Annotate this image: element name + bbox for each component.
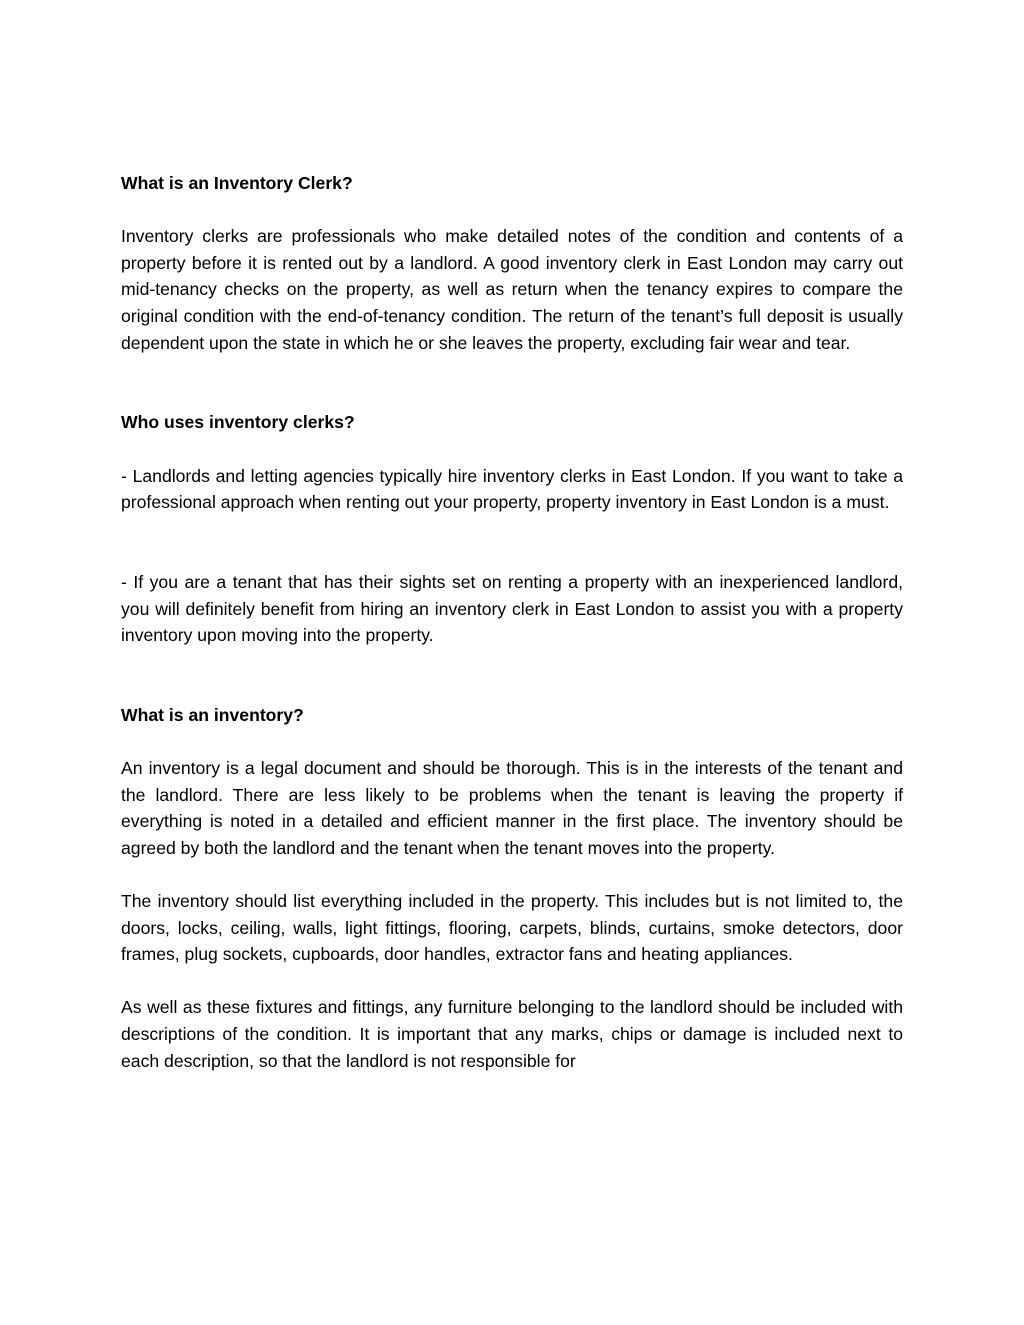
spacer	[121, 649, 903, 702]
section-heading-who-uses: Who uses inventory clerks?	[121, 412, 355, 433]
paragraph-landlords: - Landlords and letting agencies typically hire inventory clerks in East London. If you want to take a professional approach when renting out your property, property inventory in East London is a must.	[121, 465, 903, 513]
paragraph-fixtures-fittings: As well as these fixtures and fittings, any furniture belonging to the landlord should be included with descriptions of the condition. It is important that any marks, chips or damage is included next to each description, so that the landlord is not responsible for	[121, 997, 903, 1071]
paragraph-list-everything: The inventory should list everything included in the property. This includes but is not limited to, the doors, locks, ceiling, walls, light fittings, flooring, carpets, blinds, curtains, smoke detectors, door frames, plug sockets, cupboards, door handles, extractor fans and heating appliances.	[121, 891, 903, 965]
document-page	[121, 170, 903, 1074]
paragraph-legal-document: An inventory is a legal document and should be thorough. This is in the interests of the tenant and the landlord. There are less likely to be problems when the tenant is leaving the property if everything is noted in a detailed and efficient manner in the first place. The inventory should be agreed by both the landlord and the tenant when the tenant moves into the property.	[121, 758, 903, 858]
section-heading-what-is-inventory: What is an inventory?	[121, 704, 304, 725]
spacer	[121, 436, 903, 463]
spacer	[121, 861, 903, 888]
spacer	[121, 356, 903, 409]
paragraph-tenants: - If you are a tenant that has their sights set on renting a property with an inexperienced landlord, you will definitely benefit from hiring an inventory clerk in East London to assist you with a property inventory upon moving into the property.	[121, 571, 903, 646]
paragraph-inventory-clerk-definition: Inventory clerks are professionals who make detailed notes of the condition and contents of a property before it is rented out by a landlord. A good inventory clerk in East London may carry out mid-tenancy checks on the property, as well as return when the tenancy expires to compare the original condition with the end-of-tenancy condition. The return of the tenant’s full deposit is usually dependent upon the state in which he or she leaves the property, excluding fair wear and tear.	[121, 226, 903, 353]
section-heading-inventory-clerk: What is an Inventory Clerk?	[121, 173, 353, 193]
spacer	[121, 516, 903, 569]
spacer	[121, 968, 903, 995]
spacer	[121, 197, 903, 224]
spacer	[121, 728, 903, 755]
